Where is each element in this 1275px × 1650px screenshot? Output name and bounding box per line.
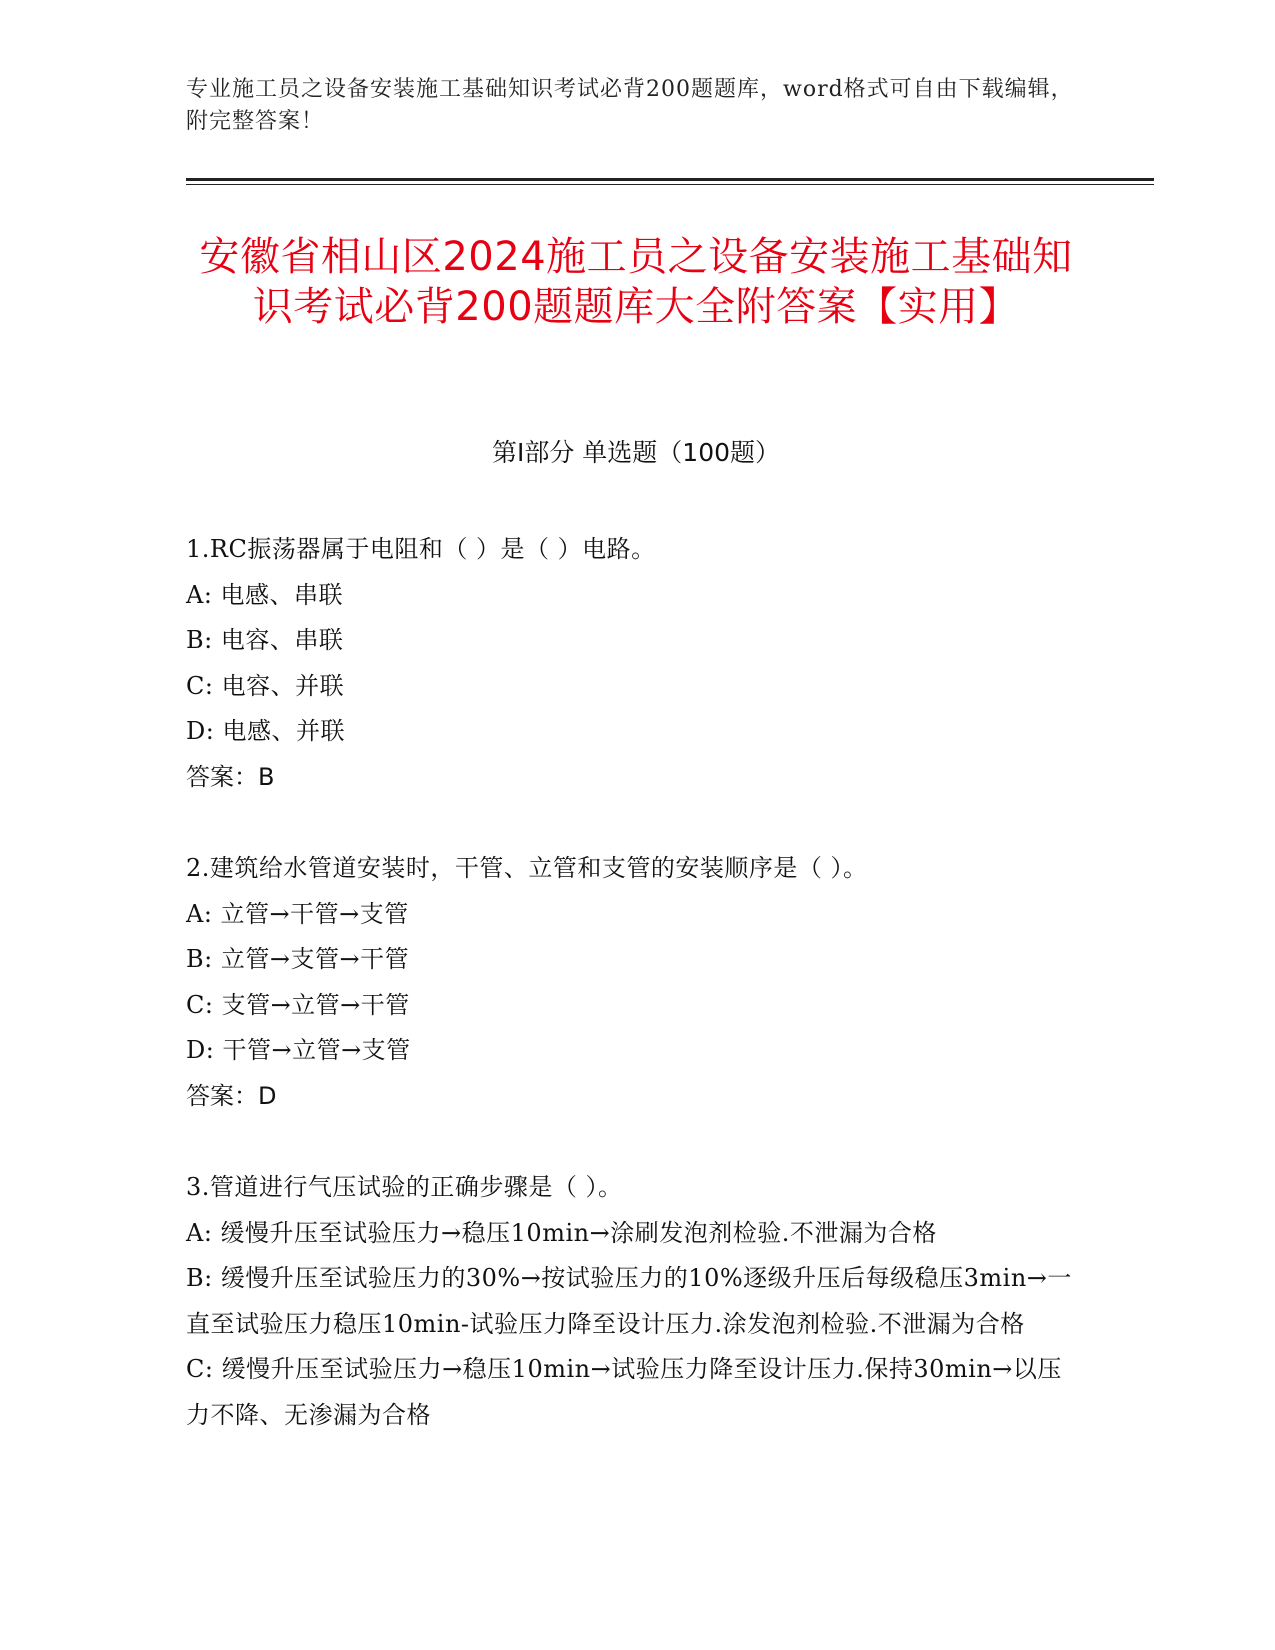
option-a: A: 电感、串联 (186, 580, 344, 609)
question-stem: 2.建筑给水管道安装时，干管、立管和支管的安装顺序是（ ）。 (186, 854, 868, 882)
answer-label: 答案：B (186, 762, 275, 791)
question-1 (186, 527, 1086, 800)
option-a: A: 立管→干管→支管 (186, 899, 409, 928)
header-divider-thin (186, 184, 1154, 185)
option-b: B: 立管→支管→干管 (186, 945, 410, 973)
answer-label: 答案：D (186, 1081, 277, 1110)
option-d: D: 电感、并联 (186, 717, 345, 745)
option-c: C: 电容、并联 (186, 671, 345, 700)
section-heading: 第I部分 单选题（100题） (491, 438, 781, 467)
document-title: 安徽省相山区2024施工员之设备安装施工基础知识考试必背200题题库大全附答案【实用】 (199, 234, 1073, 330)
question-stem: 3.管道进行气压试验的正确步骤是（ ）。 (186, 1173, 623, 1201)
option-b: B: 电容、串联 (186, 626, 344, 654)
option-c: C: 缓慢升压至试验压力→稳压10min→试验压力降至设计压力.保持30min→以压力不降、无渗漏为合格 (186, 1355, 1062, 1429)
question-2 (186, 846, 1086, 1119)
header-note: 专业施工员之设备安装施工基础知识考试必背200题题库，word格式可自由下载编辑，附完整答案！ (186, 77, 1074, 134)
question-stem: 1.RC振荡器属于电阻和（ ）是（ ）电路。 (186, 535, 656, 563)
option-b: B: 缓慢升压至试验压力的30%→按试验压力的10%逐级升压后每级稳压3min→一直至试验压力稳压10min-试验压力降至设计压力.涂发泡剂检验.不泄漏为合格 (186, 1264, 1072, 1338)
question-3 (186, 1165, 1086, 1438)
option-a: A: 缓慢升压至试验压力→稳压10min→涂刷发泡剂检验.不泄漏为合格 (186, 1218, 937, 1247)
option-d: D: 干管→立管→支管 (186, 1036, 411, 1064)
option-c: C: 支管→立管→干管 (186, 990, 410, 1019)
header-divider-thick (186, 178, 1154, 181)
question-list (186, 527, 1086, 1484)
